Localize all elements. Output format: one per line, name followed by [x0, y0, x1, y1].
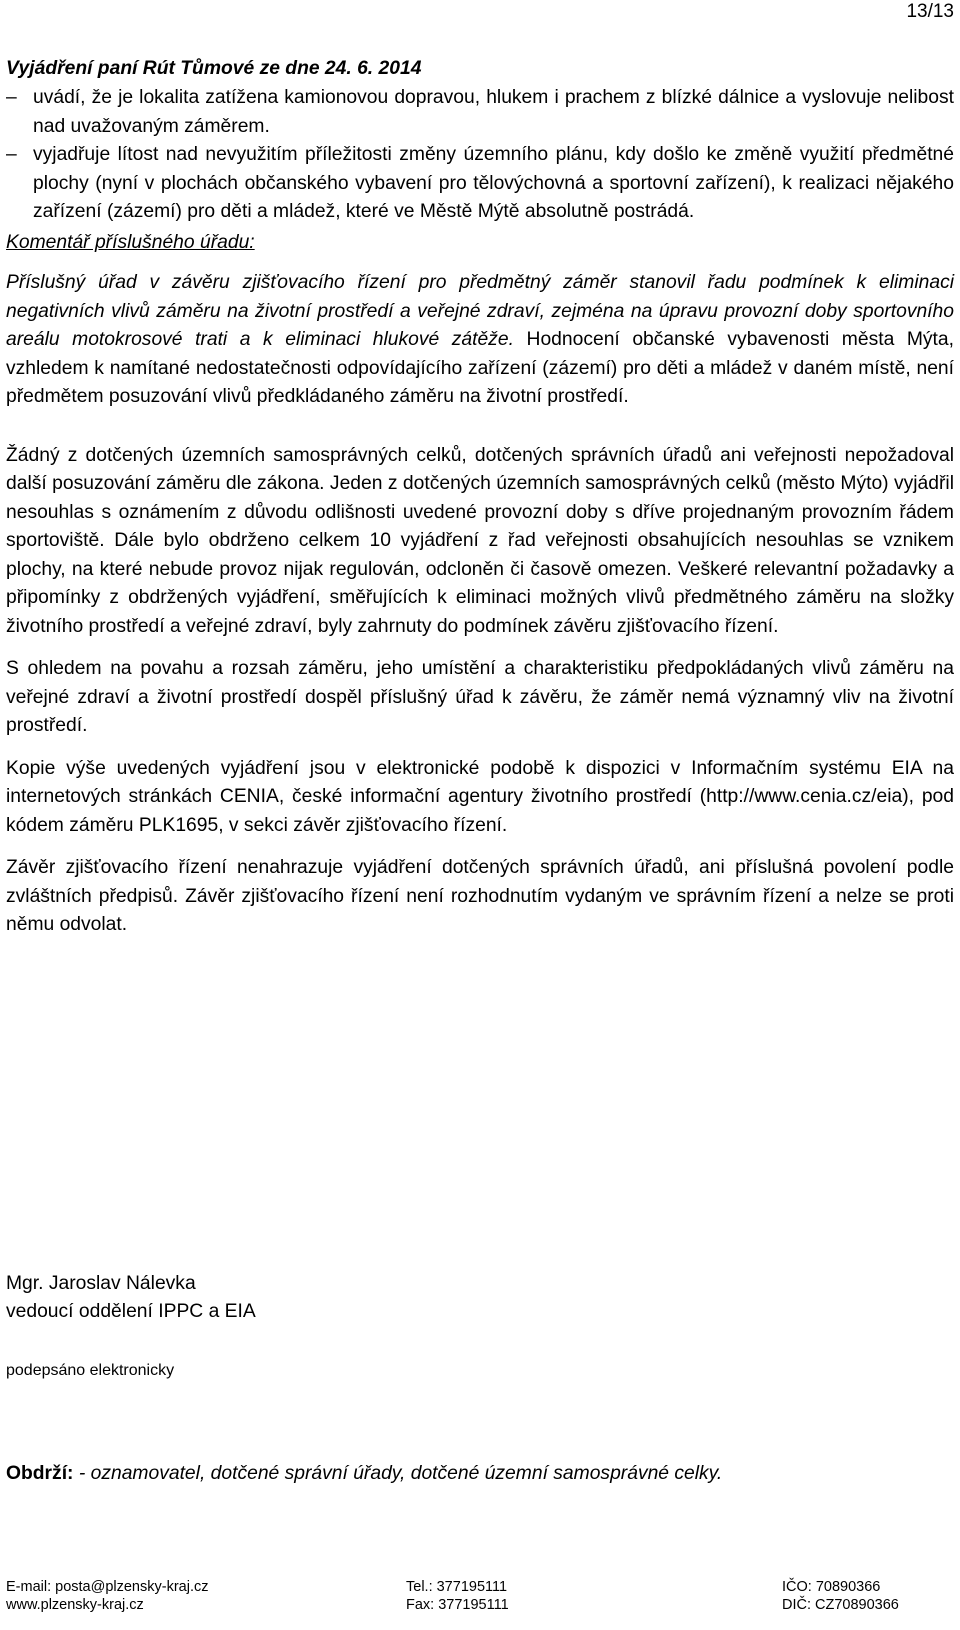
paragraph-public-statements: Žádný z dotčených územních samosprávných celků, dotčených správních úřadů ani veřejnosti nepožadoval další posuzování záměru dle zákona. Jeden z dotčených územních samosprávných celků (město Mýto) vyjádřil nesouhlas s oznámením z důvodu odlišnosti uvedené provozní doby s dříve projednaným provozním řádem sportoviště. Dále bylo obdrženo celkem 10 vyjádření z řad veřejnosti obsahujících nesouhlas se vznikem plochy, na které nebude provoz nijak regulován, odcloněn či časově omezen. Veškeré relevantní požadavky a připomínky z obdržených vyjádření, směřujících k eliminaci možných vlivů předmětného záměru na složky životního prostředí a veřejné zdraví, byly zahrnuty do podmínek závěru zjišťovacího řízení. — [6, 444, 954, 637]
bullet-text: vyjadřuje lítost nad nevyužitím příležitosti změny územního plánu, kdy došlo ke změně využití předmětné plochy (nyní v plochách občanského vybavení pro tělovýchovná a sportovní zařízení), k realizaci nějakého zařízení (zázemí) pro děti a mládež, které ve Městě Mýtě absolutně postrádá. — [33, 144, 954, 222]
office-comment-italic: Příslušný úřad v závěru zjišťovacího řízení pro předmětný záměr stanovil řadu podmínek k eliminaci negativních vlivů záměru na životní prostředí a veřejné zdraví, zejména na úpravu provozní doby sportovního areálu motokrosové trati a k eliminaci hlukové zátěže. — [6, 272, 954, 350]
comment-title: Komentář příslušného úřadu: — [6, 231, 255, 253]
signatory-name: Mgr. Jaroslav Nálevka — [6, 1273, 196, 1294]
paragraph-legal-note: Závěr zjišťovacího řízení nenahrazuje vyjádření dotčených správních úřadů, ani příslušná povolení podle zvláštních předpisů. Závěr zjišťovacího řízení není rozhodnutím vydaným ve správním řízení a nelze se proti němu odvolat. — [6, 857, 954, 935]
footer-contact-web — [6, 1578, 208, 1614]
footer-fax: Fax: 377195111 — [406, 1597, 509, 1613]
signed-electronically-note: podepsáno elektronicky — [6, 1362, 175, 1379]
signatory-role: vedoucí oddělení IPPC a EIA — [6, 1301, 256, 1322]
footer-web: www.plzensky-kraj.cz — [6, 1597, 144, 1613]
paragraph-copies: Kopie výše uvedených vyjádření jsou v elektronické podobě k dispozici v Informačním systému EIA na internetových stránkách CENIA, české informační agentury životního prostředí (http://www.cenia.cz/eia), pod kódem záměru PLK1695, v sekci závěr zjišťovacího řízení. — [6, 757, 954, 836]
document-body — [6, 54, 954, 940]
footer-company-ids — [782, 1578, 899, 1614]
bullet-dash: – — [6, 144, 17, 165]
office-comment-normal: Hodnocení občanské vybavenosti města Mýta, vzhledem k namítané nedostatečnosti odpovídajícího zařízení (zázemí) pro děti a mládež v daném místě, není předmětem posuzování vlivů předkládaného záměru na životní prostředí. — [6, 329, 954, 407]
bullet-text: uvádí, že je lokalita zatížena kamionovou dopravou, hlukem i prachem z blízké dálnice a vyslovuje nelibost nad uvažovaným záměrem. — [33, 87, 954, 137]
list-item — [6, 141, 954, 227]
footer-email: E-mail: posta@plzensky-kraj.cz — [6, 1579, 209, 1595]
recipients-line — [6, 1460, 722, 1488]
paragraph-conclusion: S ohledem na povahu a rozsah záměru, jeho umístění a charakteristiku předpokládaných vlivů záměru na veřejné zdraví a životní prostředí dospěl příslušný úřad k závěru, že záměr nemá významný vliv na životní prostředí. — [6, 658, 954, 736]
page-number: 13/13 — [906, 1, 954, 22]
statement-heading: Vyjádření paní Rút Tůmové ze dne 24. 6. 2014 — [6, 58, 422, 79]
recipients-label: Obdrží: — [6, 1463, 74, 1484]
bullet-dash: – — [6, 87, 17, 108]
office-comment — [6, 269, 954, 412]
footer-tel: Tel.: 377195111 — [406, 1579, 508, 1595]
footer-phone — [406, 1578, 509, 1614]
statement-bullet-list — [6, 84, 954, 227]
signature-block — [6, 1270, 606, 1326]
recipients-value: - oznamovatel, dotčené správní úřady, dotčené územní samosprávné celky. — [73, 1463, 723, 1484]
list-item — [6, 84, 954, 141]
footer-dic: DIČ: CZ70890366 — [782, 1597, 899, 1613]
footer-ico: IČO: 70890366 — [782, 1579, 881, 1595]
